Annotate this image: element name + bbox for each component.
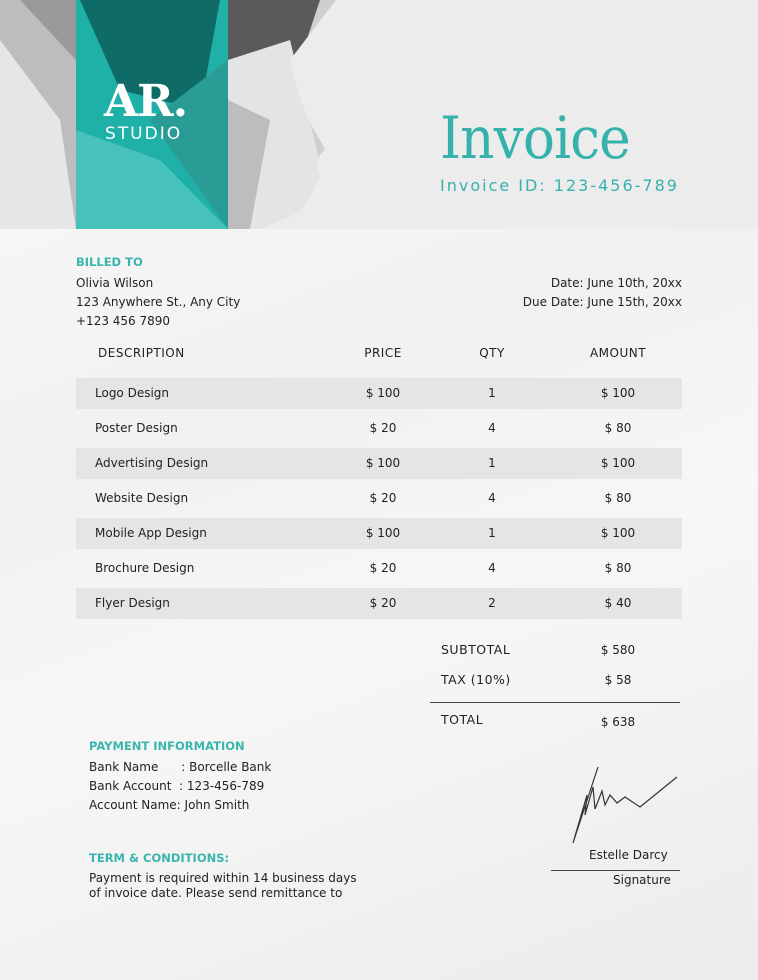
invoice-title: Invoice	[440, 104, 630, 172]
account-name: Account Name: John Smith	[89, 798, 250, 812]
payment-info-label: PAYMENT INFORMATION	[89, 739, 245, 753]
invoice-date: Date: June 10th, 20xx	[550, 276, 682, 290]
item-price: $ 20	[369, 561, 397, 575]
item-qty: 1	[488, 456, 496, 470]
client-phone: +123 456 7890	[76, 314, 171, 328]
table-row	[76, 483, 682, 514]
item-description: Brochure Design	[95, 561, 195, 575]
table-row	[76, 413, 682, 444]
item-price: $ 100	[365, 526, 401, 540]
total-value: $ 638	[600, 715, 636, 729]
item-description: Website Design	[95, 491, 189, 505]
signature-mark	[565, 765, 685, 845]
item-amount: $ 100	[600, 526, 636, 540]
item-qty: 1	[488, 386, 496, 400]
item-amount: $ 80	[604, 421, 632, 435]
item-qty: 4	[488, 561, 496, 575]
terms-line-2: of invoice date. Please send remittance to	[89, 886, 343, 900]
table-row	[76, 378, 682, 409]
invoice-id: Invoice ID: 123-456-789	[440, 176, 679, 195]
item-price: $ 20	[369, 491, 397, 505]
item-description: Poster Design	[95, 421, 178, 435]
client-name: Olivia Wilson	[76, 276, 154, 290]
item-qty: 4	[488, 421, 496, 435]
signer-name: Estelle Darcy	[589, 848, 668, 862]
table-row	[76, 448, 682, 479]
item-amount: $ 80	[604, 561, 632, 575]
item-price: $ 20	[369, 596, 397, 610]
logo-text: AR.	[104, 76, 188, 127]
item-price: $ 100	[365, 456, 401, 470]
billed-to-label: BILLED TO	[76, 255, 143, 269]
due-date: Due Date: June 15th, 20xx	[522, 295, 682, 309]
subtotal-label: SUBTOTAL	[441, 642, 511, 657]
col-qty: QTY	[479, 346, 505, 360]
item-description: Mobile App Design	[95, 526, 207, 540]
item-price: $ 100	[365, 386, 401, 400]
tax-label: TAX (10%)	[441, 672, 511, 687]
subtotal-value: $ 580	[600, 643, 636, 657]
total-label: TOTAL	[441, 712, 484, 727]
bank-name: Bank Name : Borcelle Bank	[89, 760, 272, 774]
item-amount: $ 100	[600, 386, 636, 400]
table-row	[76, 518, 682, 549]
item-amount: $ 80	[604, 491, 632, 505]
item-qty: 4	[488, 491, 496, 505]
total-divider	[430, 702, 680, 703]
col-description: DESCRIPTION	[98, 346, 185, 360]
client-address: 123 Anywhere St., Any City	[76, 295, 241, 309]
item-qty: 2	[488, 596, 496, 610]
signature-line	[551, 870, 680, 871]
table-row	[76, 588, 682, 619]
col-amount: AMOUNT	[589, 346, 647, 360]
item-description: Logo Design	[95, 386, 170, 400]
terms-label: TERM & CONDITIONS:	[89, 851, 230, 865]
item-price: $ 20	[369, 421, 397, 435]
item-description: Advertising Design	[95, 456, 209, 470]
table-header	[76, 338, 682, 369]
item-qty: 1	[488, 526, 496, 540]
item-description: Flyer Design	[95, 596, 170, 610]
item-amount: $ 100	[600, 456, 636, 470]
col-price: PRICE	[364, 346, 402, 360]
tax-value: $ 58	[604, 673, 632, 687]
terms-line-1: Payment is required within 14 business days	[89, 871, 357, 885]
bank-account: Bank Account : 123-456-789	[89, 779, 265, 793]
logo-subtitle: STUDIO	[105, 124, 183, 144]
item-amount: $ 40	[604, 596, 632, 610]
table-row	[76, 553, 682, 584]
signature-label: Signature	[613, 873, 671, 887]
